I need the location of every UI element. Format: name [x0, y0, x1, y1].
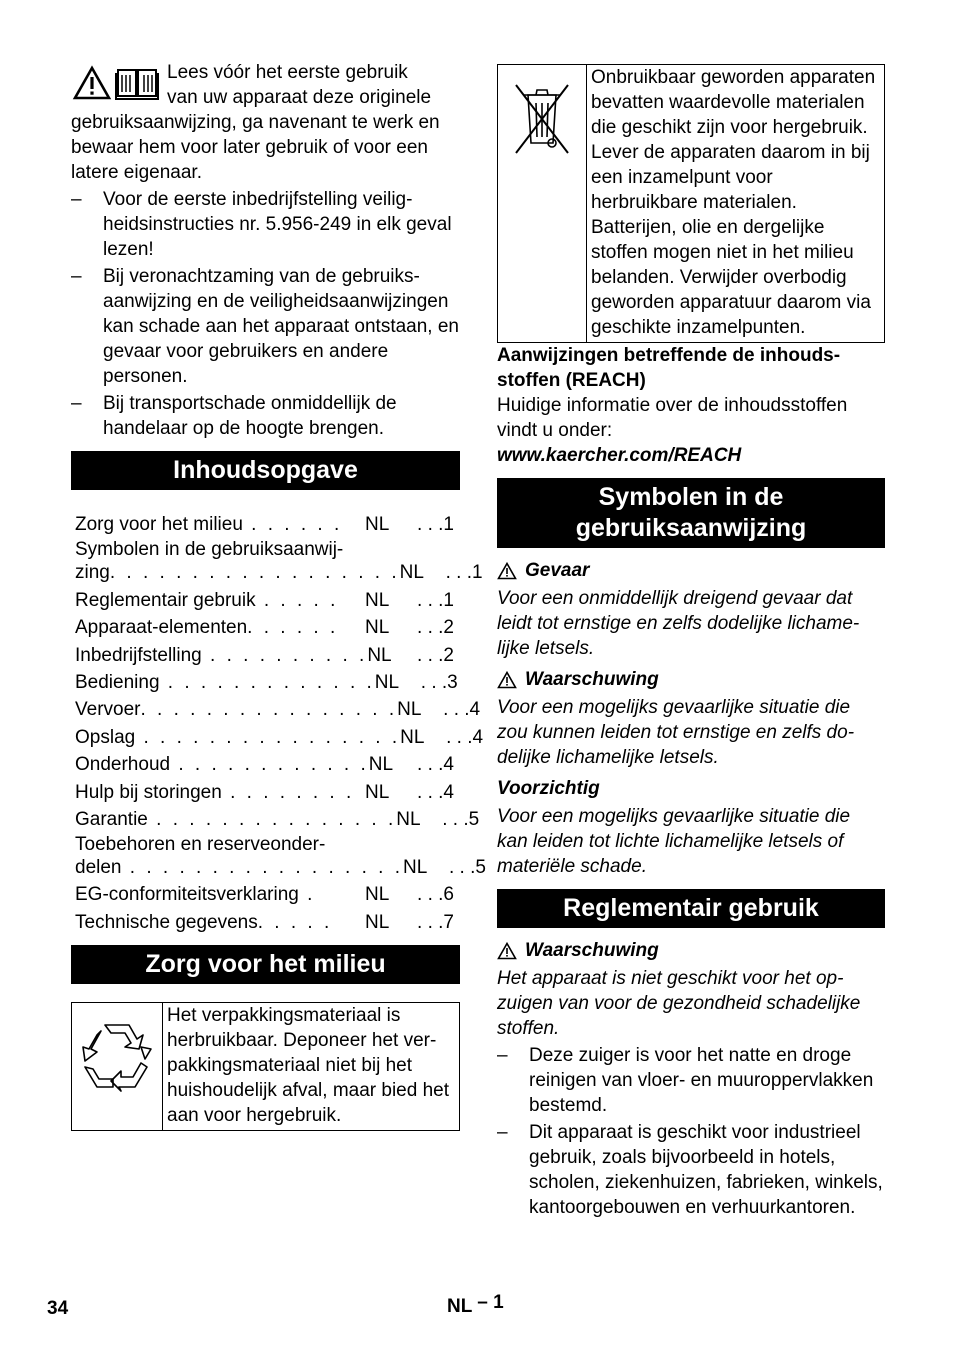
danger-heading — [497, 558, 885, 583]
crossed-out-bin-icon — [510, 81, 574, 157]
footer-page-in-lang: – 1 — [477, 1292, 504, 1313]
warning-triangle-icon — [497, 671, 517, 689]
left-column — [71, 60, 486, 1131]
intro-line-1: Lees vóór het eerste gebruik — [167, 62, 408, 83]
caution-text: Voor een mogelijks gevaarlijke situatie die kan leiden tot lichte lichamelijke letsels of materiële schade. — [497, 806, 851, 877]
packaging-text: Het verpakkingsmateriaal is herbruikbaar. Deponeer het verpakkingsmateriaal niet bij het huishoudelijk afval, maar bied het aan voor hergebruik. — [167, 1004, 450, 1126]
recycle-icon — [79, 1019, 155, 1093]
intro-text-rest: gebruiksaanwijzing, ga navenant te werk en bewaar hem voor later gebruik of voor een latere eigenaar. — [71, 112, 440, 183]
bin-icon-cell — [498, 65, 587, 342]
intro-line-2: van uw apparaat deze originele — [167, 87, 432, 108]
manual-book-icon — [115, 66, 159, 100]
list-item: – Dit apparaat is geschikt voor industrieel gebruik, zoals bijvoorbeeld in hotels, scholen, ziekenhuizen, fabrieken, winkels, kantoorgebouwen en verhuurkantoren. — [497, 1120, 885, 1220]
disposal-text: Onbruikbaar geworden apparaten bevatten waardevolle materialen die geschikt zijn voor hergebruik. Lever de apparaten daarom in bij een inzamelpunt voor herbruikbare materialen. Batterijen, olie en dergelijke stoffen mogen niet in het milieu belanden. Verwijder overbodig geworden apparatuur daarom via geschikte inzamelpunten. — [591, 67, 876, 338]
section-heading-toc: Inhoudsopgave — [71, 451, 460, 490]
warning-label: Waarschuwing — [525, 669, 659, 690]
right-column — [497, 64, 885, 1220]
list-item: – Deze zuiger is voor het natte en droge reinigen van vloer- en muuroppervlakken bestemd. — [497, 1043, 885, 1118]
warning-triangle-icon — [497, 562, 517, 580]
toc-entry[interactable]: Technische gegevens. . . . . NL . . .7 — [75, 911, 454, 933]
intended-use-warning-heading — [497, 938, 885, 963]
danger-text: Voor een onmiddellijk dreigend gevaar dat leidt tot ernstige en zelfs dodelijke lichamelijke letsels. — [497, 588, 860, 659]
intended-use-bullets — [497, 1043, 885, 1220]
intended-use-warning-text: Het apparaat is niet geschikt voor het opzuigen van voor de gezondheid schadelijke stoffen. — [497, 968, 861, 1039]
toc-entry[interactable]: Bediening . . . . . . . . . . . . . NL . . .3 — [75, 671, 458, 693]
toc-entry[interactable]: Hulp bij storingen . . . . . . . . NL . . .4 — [75, 781, 454, 803]
section-heading-environment: Zorg voor het milieu — [71, 945, 460, 984]
reach-url[interactable]: www.kaercher.com/REACH — [497, 445, 742, 466]
page-number: 34 — [47, 1298, 69, 1319]
toc-entry[interactable]: Onderhoud . . . . . . . . . . . . NL . . .4 — [75, 754, 454, 776]
warning-heading — [497, 667, 885, 692]
table-of-contents — [71, 510, 486, 935]
danger-label: Gevaar — [525, 560, 590, 581]
section-heading-intended-use: Reglementair gebruik — [497, 889, 885, 928]
disposal-box — [497, 64, 885, 343]
intro-bullets — [71, 187, 460, 441]
footer-lang: NL — [447, 1296, 472, 1317]
reach-text: Huidige informatie over de inhoudsstoffen vindt u onder: — [497, 395, 848, 441]
caution-label: Voorzichtig — [497, 778, 600, 799]
toc-entry[interactable]: Inbedrijfstelling . . . . . . . . . . NL . . .2 — [75, 644, 454, 666]
list-item: – Bij veronachtzaming van de gebruiksaanwijzing en de veiligheidsaanwijzingen kan schade aan het apparaat ontstaan, en gevaar voor gebruikers en andere personen. — [71, 264, 460, 389]
warning-triangle-icon — [73, 66, 111, 100]
toc-entry[interactable]: Apparaat-elementen. . . . . . NL . . .2 — [75, 617, 454, 639]
toc-entry[interactable]: Vervoer. . . . . . . . . . . . . . . . NL . . .4 — [75, 699, 481, 721]
section-heading-symbols: Symbolen in de gebruiksaanwijzing — [497, 478, 885, 548]
list-item: – Voor de eerste inbedrijfstelling veiligheidsinstructies nr. 5.956-249 in elk geval lezen! — [71, 187, 460, 262]
recycle-icon-cell — [72, 1003, 163, 1130]
intro-icons — [73, 66, 159, 100]
packaging-box — [71, 1002, 460, 1131]
toc-entry[interactable]: Reglementair gebruik . . . . . NL . . .1 — [75, 589, 454, 611]
intro-block — [71, 60, 460, 185]
toc-entry[interactable]: Toebehoren en reserveonder- delen . . . . . . . . . . . . . . . . . NL . . .5 — [75, 833, 486, 878]
reach-heading: Aanwijzingen betreffende de inhoudsstoffen (REACH) — [497, 345, 841, 391]
toc-entry[interactable]: Opslag . . . . . . . . . . . . . . . . NL . . .4 — [75, 726, 484, 748]
warning-text: Voor een mogelijks gevaarlijke situatie die zou kunnen leiden tot ernstige en zelfs dodelijke lichamelijke letsels. — [497, 697, 855, 768]
footer-language-page — [447, 1292, 504, 1318]
toc-entry[interactable]: Symbolen in de gebruiksaanwij- zing. . . . . . . . . . . . . . . . . . NL . . .1 — [75, 539, 483, 584]
list-item: – Bij transportschade onmiddellijk de handelaar op de hoogte brengen. — [71, 391, 460, 441]
toc-entry[interactable]: EG-conformiteitsverklaring . NL . . .6 — [75, 884, 454, 906]
warning-triangle-icon — [497, 942, 517, 960]
toc-entry[interactable]: Garantie . . . . . . . . . . . . . . . NL . . .5 — [75, 808, 480, 830]
intended-use-warning-label: Waarschuwing — [525, 940, 659, 961]
toc-entry[interactable]: Zorg voor het milieu . . . . . . NL . . .1 — [75, 514, 454, 536]
